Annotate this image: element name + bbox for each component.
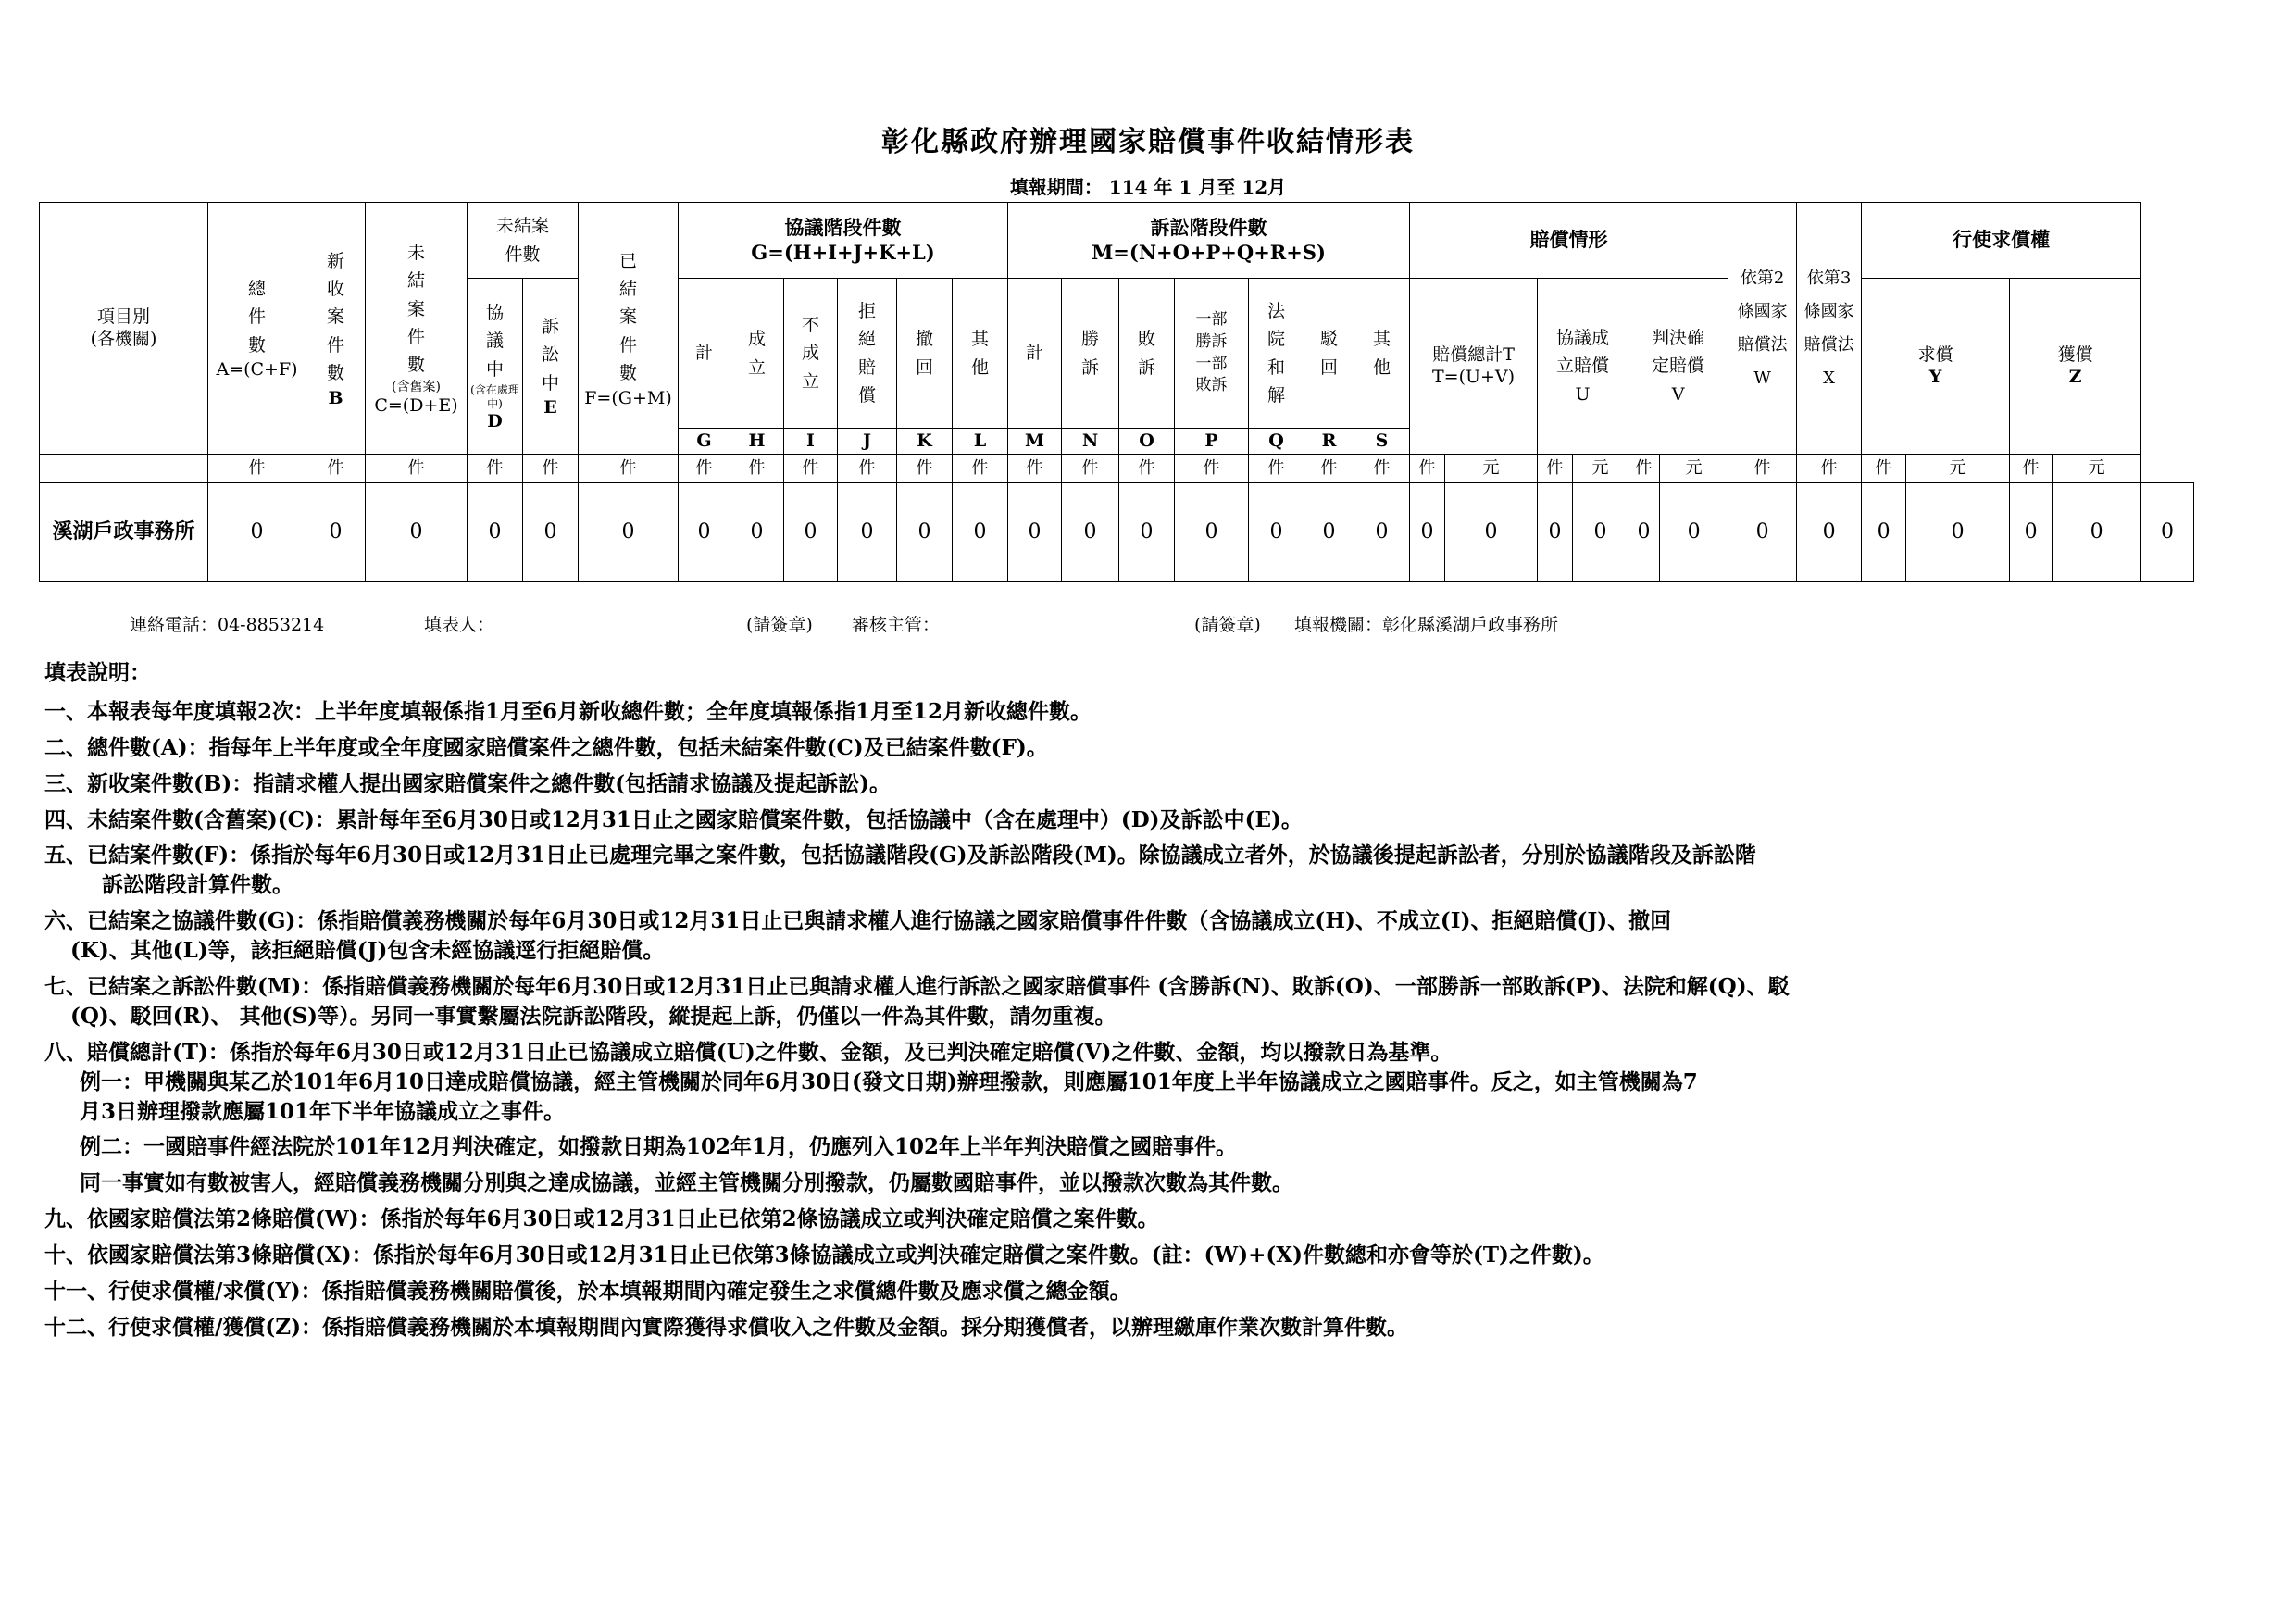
header-new-label: 新收案件數: [326, 250, 344, 384]
header-litigating: [523, 279, 579, 455]
header-neg-stage-formula: G=(H+I+J+K+L): [751, 240, 935, 264]
header-lit-stage-label: 訴訟階段件數: [1150, 216, 1267, 240]
cell-value: 0: [897, 483, 953, 582]
instructions: [44, 659, 2266, 1350]
header-neg-col: [679, 279, 730, 429]
header-rec-got-label: 獲償: [2057, 344, 2093, 365]
filing-agency: 填報機關：彰化縣溪湖戶政事務所: [1294, 615, 1559, 635]
header-negotiating-note: (含在處理中): [470, 383, 519, 411]
header-new: [306, 203, 366, 455]
cell-value: 0: [838, 483, 897, 582]
header-neg-code: J: [838, 429, 897, 455]
header-lit-col: [1354, 279, 1410, 429]
unit-cell: 件: [523, 455, 579, 483]
header-lit-col: [1008, 279, 1062, 429]
cell-value: 0: [208, 483, 306, 582]
unit-cell-money: 元: [1660, 455, 1728, 483]
note-item: 五、已結案件數(F)：係指於每年6月30日或12月31日止已處理完畢之案件數，包括協議階段(G)及訴訟階段(M)。除協議成立者外，於協議後提起訴訟者，分別於協議階段及訴訟階: [44, 843, 1756, 868]
unit-cell: 件: [897, 455, 953, 483]
header-rec-claim-code: Y: [1928, 366, 1942, 387]
header-lit-col-label: 敗訴: [1137, 329, 1155, 378]
note-item: 三、新收案件數(B)：指請求權人提出國家賠償案件之總件數(包括請求協議及提起訴訟)。: [44, 770, 891, 796]
header-neg-col-label: 不成立: [801, 314, 819, 392]
header-neg-col-label: 撤回: [915, 329, 933, 378]
cell-value: 0: [1573, 483, 1628, 582]
note-example-cont: 月3日辦理撥款應屬101年下半年協議成立之事件。: [80, 1098, 566, 1124]
header-lit-code: P: [1175, 429, 1249, 455]
unit-cell: 件: [1062, 455, 1119, 483]
header-comp-judg-label: 判決確定賠償V: [1652, 327, 1705, 405]
note-item: 四、未結案件數(含舊案)(C)：累計每年至6月30日或12月31日止之國家賠償案件數，包括協議中（含在處理中）(D)及訴訟中(E)。: [44, 806, 1303, 832]
page-title: 彰化縣政府辦理國家賠償事件收結情形表: [881, 126, 1415, 158]
unit-cell: 件: [1628, 455, 1660, 483]
unit-cell: 件: [1538, 455, 1573, 483]
unit-cell: 件: [1175, 455, 1249, 483]
filler-label: 填表人：: [424, 615, 495, 635]
cell-value: 0: [1008, 483, 1062, 582]
header-art3: [1797, 203, 1862, 455]
header-comp-judg: [1628, 279, 1728, 455]
header-comp-total-label: 賠償總計T: [1432, 344, 1515, 365]
header-lit-stage-formula: M=(N+O+P+Q+R+S): [1092, 240, 1326, 264]
header-lit-col-label: 一部勝訴一部敗訴: [1195, 309, 1228, 395]
header-rec-claim-label: 求償: [1917, 344, 1953, 365]
unit-cell: 件: [208, 455, 306, 483]
cell-value: 0: [1628, 483, 1660, 582]
cell-value: 0: [1797, 483, 1862, 582]
unit-cell-money: 元: [1445, 455, 1538, 483]
instructions-heading: 填表說明：: [44, 660, 151, 685]
cell-value: 0: [1410, 483, 1445, 582]
header-art2: [1728, 203, 1797, 455]
sign-note-1: (請簽章): [746, 615, 813, 635]
header-lit-code: Q: [1249, 429, 1304, 455]
header-neg-col: [897, 279, 953, 429]
unit-cell: 件: [679, 455, 730, 483]
header-new-code: B: [328, 387, 343, 408]
cell-value: 0: [1445, 483, 1538, 582]
unit-cell: 件: [1119, 455, 1175, 483]
cell-value: 0: [679, 483, 730, 582]
header-pending-group: [468, 203, 579, 279]
header-negotiating-label: 協議中: [485, 303, 504, 380]
cell-value: 0: [1119, 483, 1175, 582]
unit-cell: 件: [838, 455, 897, 483]
unit-cell: 件: [1249, 455, 1304, 483]
header-neg-code: G: [679, 429, 730, 455]
header-neg-col-label: 其他: [970, 329, 989, 378]
header-neg-col: [784, 279, 838, 429]
header-closed-label: 已結案件數: [618, 250, 637, 384]
header-lit-stage: [1008, 203, 1410, 279]
unit-cell: 件: [468, 455, 523, 483]
cell-value: 0: [1175, 483, 1249, 582]
note-item: 八、賠償總計(T)：係指於每年6月30日或12月31日止已協議成立賠償(U)之件數、金額，及已判決確定賠償(V)之件數、金額，均以撥款日為基準。: [44, 1039, 1453, 1065]
cell-value: 0: [1862, 483, 1906, 582]
unit-cell: 件: [2010, 455, 2053, 483]
table-row: [40, 483, 2194, 582]
header-total: [208, 203, 306, 455]
unit-cell-money: 元: [1906, 455, 2010, 483]
report-table: [39, 202, 2194, 582]
note-item-cont: (Q)、駁回(R)、 其他(S)等）。另同一事實繫屬法院訴訟階段，縱提起上訴，仍僅以一件為其件數，請勿重複。: [70, 1003, 1117, 1029]
header-total-label: 總件數: [247, 279, 266, 356]
unit-cell: 件: [730, 455, 784, 483]
header-comp-total: [1410, 279, 1538, 455]
header-rec-got-code: Z: [2068, 366, 2082, 387]
header-art3-label: 依第3條國家賠償法X: [1803, 268, 1854, 388]
header-art2-label: 依第2條國家賠償法W: [1737, 268, 1788, 388]
header-litigating-code: E: [543, 397, 557, 418]
header-item: [40, 203, 208, 455]
header-neg-code: L: [953, 429, 1008, 455]
header-lit-col-label: 計: [1025, 343, 1043, 364]
note-item: 六、已結案之協議件數(G)：係指賠償義務機關於每年6月30日或12月31日止已與請求權人進行協議之國家賠償事件件數（含協議成立(H)、不成立(I)、拒絕賠償(J)、撤回: [44, 908, 1672, 934]
cell-value: 0: [730, 483, 784, 582]
cell-value: 0: [523, 483, 579, 582]
unit-cell: 件: [953, 455, 1008, 483]
header-lit-col-label: 其他: [1373, 329, 1391, 378]
unit-cell-empty: [40, 455, 208, 483]
header-neg-stage-label: 協議階段件數: [784, 216, 902, 240]
header-lit-code: R: [1304, 429, 1354, 455]
header-closed: [579, 203, 679, 455]
note-item: 十、依國家賠償法第3條賠償(X)：係指於每年6月30日或12月31日止已依第3條協議成立或判決確定賠償之案件數。(註：(W)+(X)件數總和亦會等於(T)之件數)。: [44, 1243, 1604, 1268]
cell-value: 0: [1249, 483, 1304, 582]
header-comp-total-formula: T=(U+V): [1431, 366, 1516, 387]
unit-cell: 件: [1797, 455, 1862, 483]
header-closed-code: F=(G+M): [584, 387, 672, 408]
unit-cell: 件: [366, 455, 468, 483]
header-neg-col-label: 拒絕賠償: [857, 300, 876, 406]
unit-cell: 件: [306, 455, 366, 483]
header-lit-col-label: 勝訴: [1080, 329, 1099, 378]
report-period: 填報期間： 114 年 1 月至 12月: [1009, 176, 1287, 198]
header-neg-col: [730, 279, 784, 429]
header-neg-stage: [679, 203, 1008, 279]
header-pending-code: C=(D+E): [374, 395, 458, 417]
header-total-code: A=(C+F): [216, 359, 298, 381]
cell-value: 0: [2053, 483, 2141, 582]
header-recourse: 行使求償權: [1862, 203, 2141, 279]
header-neg-col-label: 計: [694, 343, 713, 364]
unit-cell-money: 元: [2053, 455, 2141, 483]
header-lit-code: N: [1062, 429, 1119, 455]
header-pending: [366, 203, 468, 455]
cell-value: 0: [1354, 483, 1410, 582]
header-rec-claim: [1862, 279, 2010, 455]
cell-value: 0: [1728, 483, 1797, 582]
cell-value: 0: [1538, 483, 1573, 582]
unit-cell: 件: [1008, 455, 1062, 483]
header-neg-col: [838, 279, 897, 429]
sign-note-2: (請簽章): [1194, 615, 1261, 635]
header-lit-col: [1175, 279, 1249, 429]
note-example: 同一事實如有數被害人，經賠償義務機關分別與之達成協議，並經主管機關分別撥款，仍屬數國賠事件，並以撥款次數為其件數。: [80, 1170, 1293, 1196]
header-neg-code: I: [784, 429, 838, 455]
note-item: 十一、行使求償權/求償(Y)：係指賠償義務機關賠償後，於本填報期間內確定發生之求償總件數及應求償之總金額。: [44, 1279, 1131, 1305]
cell-value: 0: [1304, 483, 1354, 582]
header-neg-code: K: [897, 429, 953, 455]
header-neg-code: H: [730, 429, 784, 455]
header-compensation: 賠償情形: [1410, 203, 1728, 279]
unit-cell: 件: [1304, 455, 1354, 483]
cell-value: 0: [2010, 483, 2053, 582]
header-pending-note: (含舊案): [392, 379, 441, 394]
cell-value: 0: [1062, 483, 1119, 582]
note-item-cont: (K)、其他(L)等，該拒絕賠償(J)包含未經協議逕行拒絕賠償。: [70, 938, 665, 964]
cell-value: 0: [1906, 483, 2010, 582]
header-pending-label: 未結案件數: [406, 242, 425, 376]
note-example: 例二：一國賠事件經法院於101年12月判決確定，如撥款日期為102年1月，仍應列入102年上半年判決賠償之國賠事件。: [80, 1134, 1238, 1160]
header-litigating-label: 訴訟中: [541, 317, 559, 394]
cell-value: 0: [2141, 483, 2194, 582]
header-comp-neg: [1538, 279, 1628, 455]
header-negotiating: [468, 279, 523, 455]
header-lit-col-label: 駁回: [1319, 329, 1338, 378]
unit-cell: 件: [1728, 455, 1797, 483]
header-lit-col: [1304, 279, 1354, 429]
cell-value: 0: [306, 483, 366, 582]
cell-value: 0: [953, 483, 1008, 582]
cell-value: 0: [784, 483, 838, 582]
header-neg-col-label: 成立: [747, 329, 766, 378]
unit-cell-money: 元: [1573, 455, 1628, 483]
note-item: 二、總件數(A)：指每年上半年度或全年度國家賠償案件之總件數，包括未結案件數(C)及已結案件數(F)。: [44, 734, 1048, 760]
header-lit-col: [1119, 279, 1175, 429]
header-lit-code: O: [1119, 429, 1175, 455]
cell-value: 0: [366, 483, 468, 582]
contact-phone: 連絡電話：04-8853214: [130, 615, 325, 635]
header-neg-col: [953, 279, 1008, 429]
header-item-label: 項目別: [96, 306, 150, 327]
header-lit-code: S: [1354, 429, 1410, 455]
header-negotiating-code: D: [487, 411, 503, 432]
note-example: 例一：甲機關與某乙於101年6月10日達成賠償協議，經主管機關於同年6月30日(發文日期)辦理撥款，則應屬101年度上半年協議成立之國賠事件。反之，如主管機關為7: [80, 1068, 1698, 1094]
unit-cell: 件: [1862, 455, 1906, 483]
note-item: 七、已結案之訴訟件數(M)：係指賠償義務機關於每年6月30日或12月31日止已與請求權人進行訴訟之國家賠償事件 (含勝訴(N)、敗訴(O)、一部勝訴一部敗訴(P)、法院和解(Q)、駁: [44, 974, 1790, 1000]
header-lit-col: [1062, 279, 1119, 429]
header-pending-group-label: 未結案件數: [495, 216, 549, 265]
note-item: 一、本報表每年度填報2次：上半年度填報係指1月至6月新收總件數；全年度填報係指1月至12月新收總件數。: [44, 698, 1092, 724]
header-lit-col-label: 法院和解: [1267, 300, 1285, 406]
unit-cell: 件: [579, 455, 679, 483]
note-item: 九、依國家賠償法第2條賠償(W)：係指於每年6月30日或12月31日止已依第2條協議成立或判決確定賠償之案件數。: [44, 1206, 1159, 1232]
row-org: 溪湖戶政事務所: [40, 483, 208, 582]
unit-cell: 件: [1410, 455, 1445, 483]
unit-cell: 件: [1354, 455, 1410, 483]
note-item-cont: 訴訟階段計算件數。: [102, 872, 293, 898]
reviewer-label: 審核主管：: [852, 615, 941, 635]
unit-cell: 件: [784, 455, 838, 483]
header-item-sub: (各機關): [90, 328, 157, 349]
header-lit-code: M: [1008, 429, 1062, 455]
header-comp-neg-label: 協議成立賠償U: [1556, 327, 1610, 405]
header-lit-col: [1249, 279, 1304, 429]
note-item: 十二、行使求償權/獲償(Z)：係指賠償義務機關於本填報期間內實際獲得求償收入之件數及金額。採分期獲償者，以辦理繳庫作業次數計算件數。: [44, 1314, 1408, 1340]
cell-value: 0: [468, 483, 523, 582]
cell-value: 0: [1660, 483, 1728, 582]
header-rec-got: [2010, 279, 2141, 455]
cell-value: 0: [579, 483, 679, 582]
